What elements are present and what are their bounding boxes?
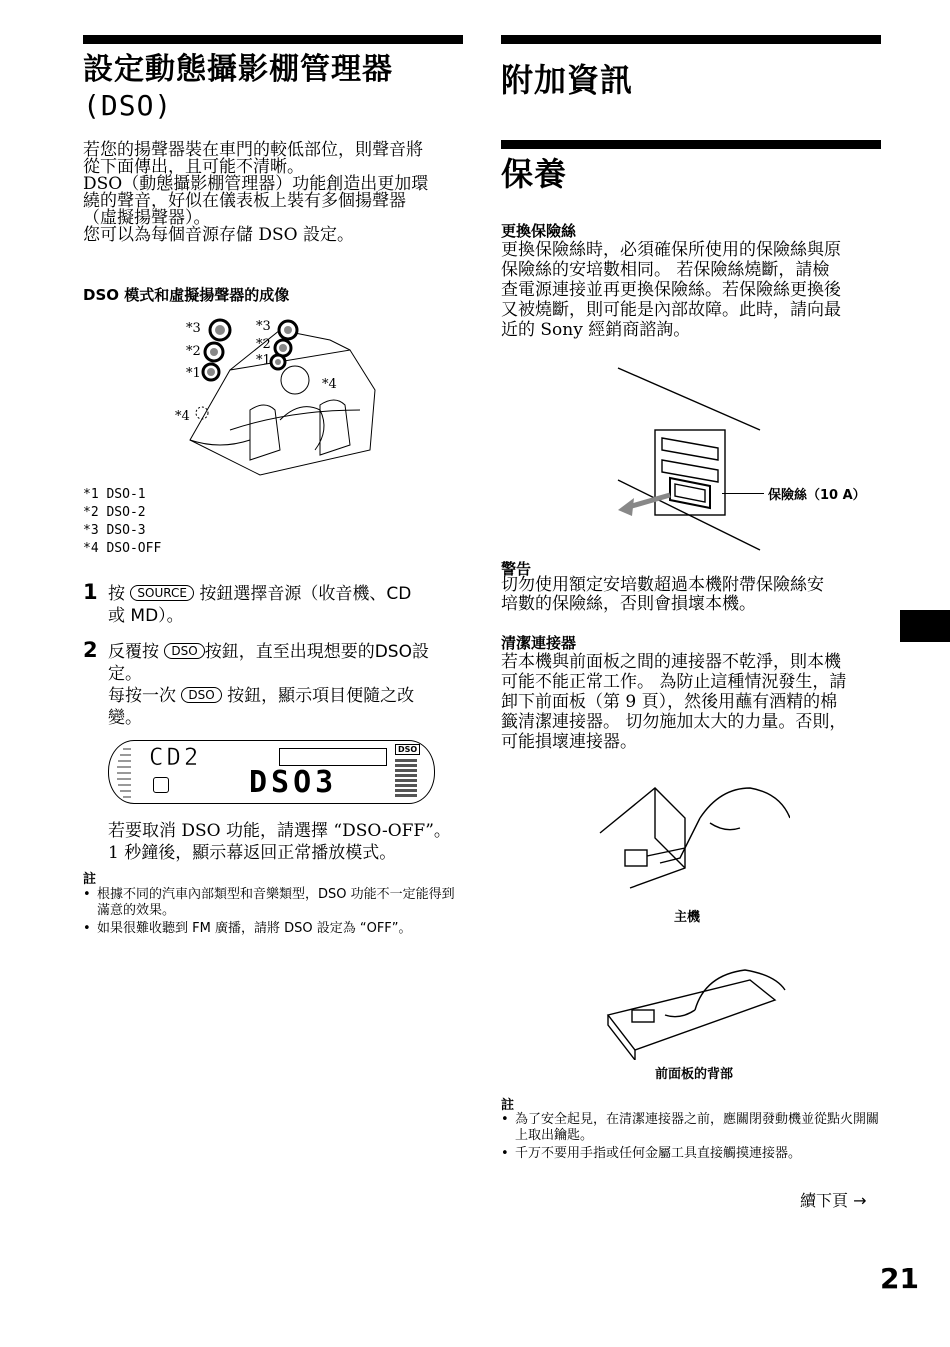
step-2-line3-pre: 每按一次 — [108, 686, 176, 706]
dso-button: DSO — [164, 643, 204, 659]
source-button: SOURCE — [130, 585, 194, 601]
display-main-text: DSO3 — [249, 765, 338, 800]
step-2-line2: 定。 — [108, 664, 142, 684]
intro-line: 若您的揚聲器裝在車門的較低部位，則聲音將 — [83, 140, 423, 160]
mark-4b: *4 — [322, 377, 337, 392]
display-panel — [108, 740, 435, 804]
continued-label: 續下頁 → — [800, 1191, 867, 1210]
main-unit-label: 主機 — [674, 910, 701, 925]
mark-3a: *3 — [186, 321, 201, 336]
step-2-text — [108, 641, 468, 729]
dso-button-2: DSO — [181, 687, 221, 703]
cancel-line: 若要取消 DSO 功能，請選擇 “DSO-OFF”。 — [108, 821, 451, 841]
dso-legend — [83, 486, 161, 558]
legend-item: *3 DSO-3 — [83, 523, 146, 538]
step-2-number: 2 — [83, 638, 98, 662]
clean-line: 卸下前面板（第 9 頁），然後用蘸有酒精的棉 — [501, 692, 838, 712]
fuse-label: 保險絲（10 A） — [768, 488, 866, 503]
warning-line: 培數的保險絲，否則會損壞本機。 — [501, 594, 756, 614]
front-panel-figure — [600, 965, 790, 1060]
clean-line: 若本機與前面板之間的連接器不乾淨，則本機 — [501, 652, 841, 672]
display-badge: DSO — [395, 744, 420, 755]
step-1-number: 1 — [83, 580, 98, 604]
cancel-line: 1 秒鐘後，顯示幕返回正常播放模式。 — [108, 843, 397, 863]
mark-4a: *4 — [175, 409, 190, 424]
display-segment-boxes — [279, 748, 387, 766]
clean-line: 籤清潔連接器。 切勿施加太大的力量。否則， — [501, 712, 847, 732]
right-notes — [501, 1112, 886, 1162]
step-1-line2: 或 MD）。 — [108, 606, 184, 626]
left-note-item: • 如果很難收聽到 FM 廣播，請將 DSO 設定為 “OFF”。 — [83, 921, 463, 937]
display-top-text: CD2 — [149, 743, 202, 771]
intro-line: 您可以為每個音源存儲 DSO 設定。 — [83, 225, 355, 245]
display-eq-bars — [395, 759, 417, 797]
section-bar — [501, 140, 881, 149]
left-title-line1: 設定動態攝影棚管理器 — [83, 52, 393, 87]
legend-item: *1 DSO-1 — [83, 487, 146, 502]
fuse-figure — [600, 360, 770, 555]
left-notes — [83, 887, 463, 937]
right-title-bar — [501, 35, 881, 44]
left-note-title: 註 — [83, 872, 97, 887]
fuse-heading: 更換保險絲 — [501, 222, 577, 240]
right-note-title: 註 — [501, 1098, 515, 1113]
legend-item: *4 DSO-OFF — [83, 541, 162, 556]
legend-item: *2 DSO-2 — [83, 505, 146, 520]
dso-car-figure — [170, 310, 380, 480]
step-1-post: 按鈕選擇音源（收音機、CD — [199, 584, 412, 604]
step-2-line4: 變。 — [108, 708, 142, 728]
cancel-text — [108, 820, 468, 864]
mark-3b: *3 — [256, 319, 271, 334]
main-unit-figure — [595, 778, 790, 898]
fuse-line: 近的 Sony 經銷商諮詢。 — [501, 320, 691, 340]
fuse-line: 又被燒斷，則可能是內部故障。此時，請向最 — [501, 300, 841, 320]
right-title: 附加資訊 — [501, 61, 634, 99]
left-title-bar — [83, 35, 463, 44]
mark-1a: *1 — [186, 366, 201, 381]
left-note-item: • 根據不同的汽車內部類型和音樂類型，DSO 功能不一定能得到滿意的效果。 — [83, 887, 463, 919]
warning-line: 切勿使用額定安培數超過本機附帶保險絲安 — [501, 575, 824, 595]
step-1-text — [108, 583, 468, 627]
mark-2b: *2 — [256, 337, 271, 352]
dso-subheading: DSO 模式和虛擬揚聲器的成像 — [83, 286, 290, 304]
front-panel-label: 前面板的背部 — [655, 1067, 734, 1082]
fuse-text — [501, 240, 886, 340]
clean-line: 可能損壞連接器。 — [501, 732, 637, 752]
fuse-line: 查電源連接並再更換保險絲。若保險絲更換後 — [501, 280, 841, 300]
intro-line: DSO（動態攝影棚管理器）功能創造出更加環 — [83, 174, 429, 194]
warning-heading: 警告 — [501, 560, 532, 578]
page-edge-tab — [900, 610, 950, 642]
fuse-label-line — [722, 493, 764, 494]
clean-heading: 清潔連接器 — [501, 634, 577, 652]
display-ornament — [115, 745, 137, 799]
fuse-line: 保險絲的安培數相同。 若保險絲燒斷，請檢 — [501, 260, 830, 280]
fuse-line: 更換保險絲時，必須確保所使用的保險絲與原 — [501, 240, 841, 260]
mark-2a: *2 — [186, 344, 201, 359]
left-intro — [83, 142, 468, 244]
step-1-pre: 按 — [108, 584, 125, 604]
right-note-item: • 為了安全起見，在清潔連接器之前，應關閉發動機並從點火開關上取出鑰匙。 — [501, 1112, 886, 1144]
warning-text — [501, 576, 886, 614]
page-number: 21 — [880, 1262, 919, 1295]
step-2-pre: 反覆按 — [108, 642, 159, 662]
step-2-line3-post: 按鈕，顯示項目便隨之改 — [227, 686, 415, 706]
display-icon — [153, 777, 169, 793]
section-title: 保養 — [501, 155, 568, 193]
intro-line: （虛擬揚聲器）。 — [83, 208, 211, 228]
step-2-post: 按鈕，直至出現想要的DSO設 — [204, 642, 429, 662]
right-note-item: • 千万不要用手指或任何金屬工具直接觸摸連接器。 — [501, 1146, 886, 1162]
clean-line: 可能不能正常工作。 為防止這種情況發生，請 — [501, 672, 847, 692]
clean-text — [501, 652, 886, 752]
mark-1b: *1 — [256, 353, 271, 368]
intro-line: 從下面傳出，且可能不清晰。 — [83, 157, 304, 177]
left-title-line2: (DSO) — [83, 89, 173, 122]
intro-line: 繞的聲音，好似在儀表板上裝有多個揚聲器 — [83, 191, 406, 211]
